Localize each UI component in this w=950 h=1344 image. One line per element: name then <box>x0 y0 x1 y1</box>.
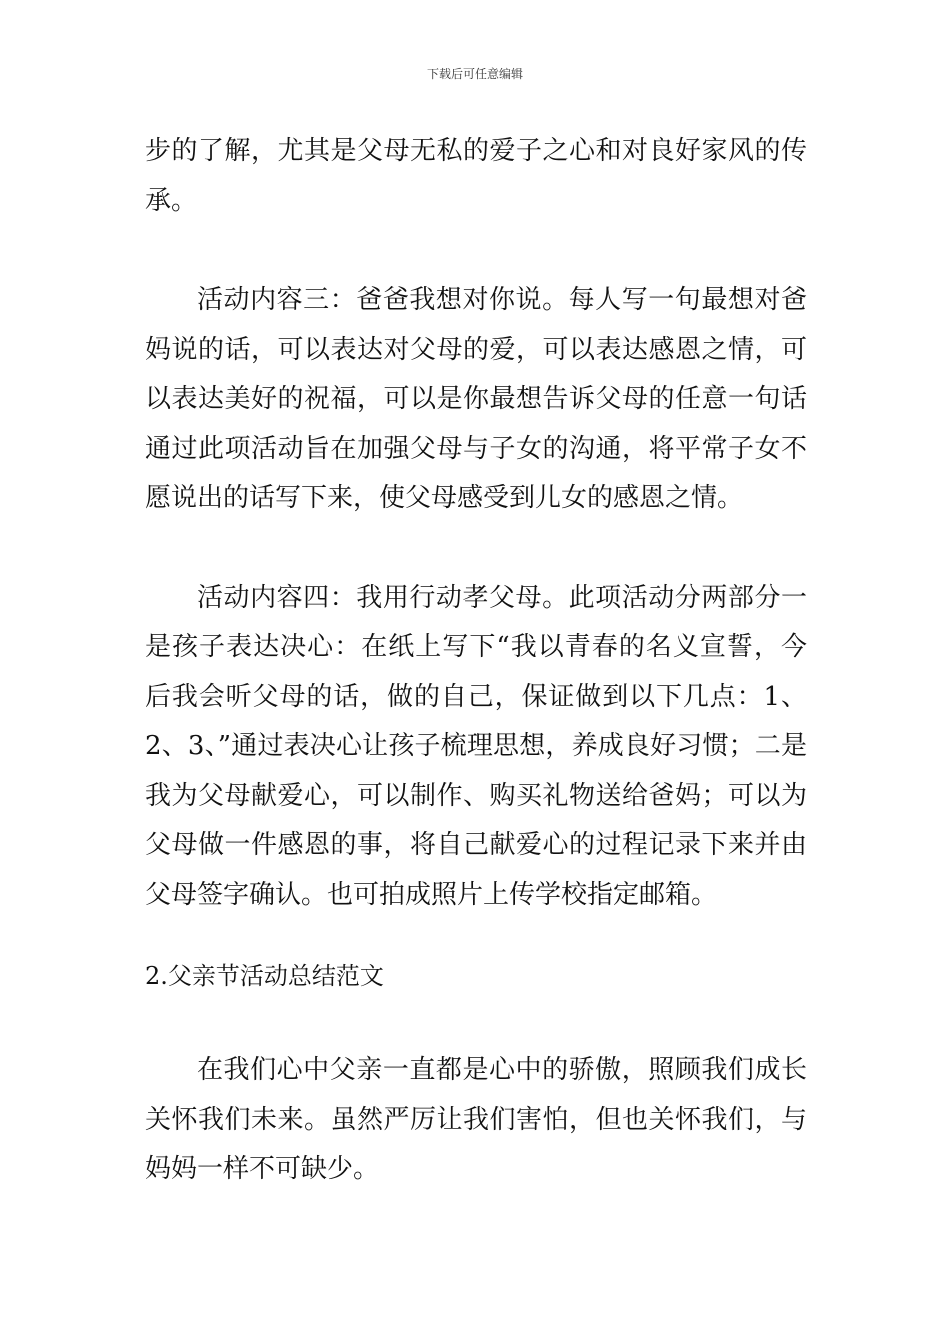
paragraph-summary: 在我们心中父亲一直都是心中的骄傲，照顾我们成长关怀我们未来。虽然严厉让我们害怕，但也关怀我们，与妈妈一样不可缺少。 <box>145 1055 807 1184</box>
paragraph-continuation: 步的了解，尤其是父母无私的爱子之心和对良好家风的传承。 <box>145 136 807 216</box>
document-body <box>145 127 807 1195</box>
paragraph-gap <box>145 996 807 1046</box>
section-heading: 2.父亲节活动总结范文 <box>145 962 384 990</box>
paragraph-gap <box>145 226 807 276</box>
paragraph-gap <box>145 920 807 956</box>
page-header: 下载后可任意编辑 <box>426 67 523 81</box>
paragraph-activity-four: 活动内容四：我用行动孝父母。此项活动分两部分一是孩子表达决心：在纸上写下“我以青春的名义宣誓，今后我会听父母的话，做的自己，保证做到以下几点：1、2、3、”通过表决心让孩子梳理思想，养成良好习惯；二是我为父母献爱心，可以制作、购买礼物送给爸妈；可以为父母做一件感恩的事，将自己献爱心的过程记录下来并由父母签字确认。也可拍成照片上传学校指定邮箱。 <box>145 582 807 910</box>
paragraph-gap <box>145 524 807 574</box>
paragraph-activity-three: 活动内容三：爸爸我想对你说。每人写一句最想对爸妈说的话，可以表达对父母的爱，可以表达感恩之情，可以表达美好的祝福，可以是你最想告诉父母的任意一句话通过此项活动旨在加强父母与子女的沟通，将平常子女不愿说出的话写下来，使父母感受到儿女的感恩之情。 <box>145 285 807 513</box>
